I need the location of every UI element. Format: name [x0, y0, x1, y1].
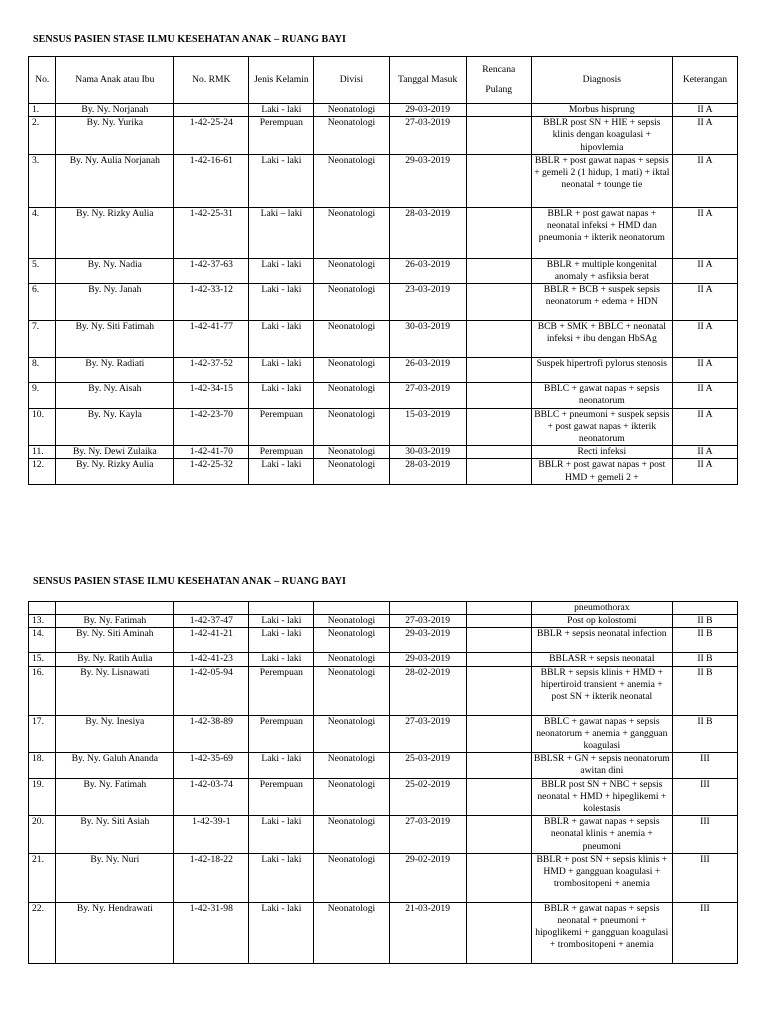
cell-rmk: 1-42-25-24 — [174, 117, 249, 155]
cell-rmk: 1-42-16-61 — [174, 154, 249, 207]
cell-admission-date: 27-03-2019 — [389, 383, 466, 408]
cell-discharge-plan — [466, 358, 531, 383]
cell-division — [314, 602, 389, 615]
cell-discharge-plan — [466, 602, 531, 615]
cell-remarks: III — [672, 753, 737, 778]
cell-division: Neonatologi — [314, 358, 389, 383]
table-row — [29, 666, 738, 715]
cell-diagnosis: Suspek hipertrofi pylorus stenosis — [531, 358, 672, 383]
cell-gender: Laki - laki — [249, 753, 314, 778]
cell-no: 13. — [29, 615, 56, 628]
cell-discharge-plan — [466, 853, 531, 902]
cell-division: Neonatologi — [314, 207, 389, 258]
cell-division: Neonatologi — [314, 715, 389, 753]
table-row — [29, 258, 738, 283]
cell-rmk: 1-42-25-32 — [174, 459, 249, 484]
cell-name: By. Ny. Kayla — [56, 408, 174, 446]
cell-discharge-plan — [466, 383, 531, 408]
cell-diagnosis: BBLR + sepsis klinis + HMD + hipertiroid transient + anemia + post SN + ikterik neonatal — [531, 666, 672, 715]
cell-admission-date: 21-03-2019 — [389, 902, 466, 963]
cell-admission-date: 26-03-2019 — [389, 258, 466, 283]
cell-rmk: 1-42-31-98 — [174, 902, 249, 963]
cell-gender: Perempuan — [249, 408, 314, 446]
table-row — [29, 207, 738, 258]
cell-diagnosis: BBLSR + GN + sepsis neonatorum awitan dini — [531, 753, 672, 778]
cell-no: 4. — [29, 207, 56, 258]
cell-rmk: 1-42-23-70 — [174, 408, 249, 446]
cell-admission-date: 27-03-2019 — [389, 117, 466, 155]
table-row — [29, 154, 738, 207]
cell-gender: Laki - laki — [249, 258, 314, 283]
cell-remarks: II A — [672, 408, 737, 446]
cell-admission-date: 27-03-2019 — [389, 615, 466, 628]
cell-rmk: 1-42-25-31 — [174, 207, 249, 258]
cell-rmk: 1-42-38-89 — [174, 715, 249, 753]
cell-admission-date: 29-03-2019 — [389, 628, 466, 653]
cell-remarks: II B — [672, 715, 737, 753]
cell-division: Neonatologi — [314, 653, 389, 666]
cell-remarks: II A — [672, 258, 737, 283]
cell-no: 22. — [29, 902, 56, 963]
cell-no: 5. — [29, 258, 56, 283]
cell-gender: Laki - laki — [249, 358, 314, 383]
cell-gender: Perempuan — [249, 117, 314, 155]
cell-division: Neonatologi — [314, 459, 389, 484]
cell-admission-date: 29-03-2019 — [389, 653, 466, 666]
cell-name: By. Ny. Hendrawati — [56, 902, 174, 963]
cell-name: By. Ny. Siti Asiah — [56, 816, 174, 854]
cell-diagnosis: BBLR + sepsis neonatal infection — [531, 628, 672, 653]
cell-division: Neonatologi — [314, 154, 389, 207]
cell-division: Neonatologi — [314, 853, 389, 902]
cell-remarks: II A — [672, 104, 737, 117]
cell-remarks: II A — [672, 358, 737, 383]
col-header-gender: Jenis Kelamin — [249, 57, 314, 104]
cell-division: Neonatologi — [314, 615, 389, 628]
census-table-body — [29, 602, 738, 964]
cell-name: By. Ny. Dewi Zulaika — [56, 446, 174, 459]
col-header-rmk: No. RMK — [174, 57, 249, 104]
cell-no: 10. — [29, 408, 56, 446]
cell-diagnosis: BBLR + post gawat napas + sepsis + gemeli 2 (1 hidup, 1 mati) + iktal neonatal + tounge tie — [531, 154, 672, 207]
cell-rmk: 1-42-05-94 — [174, 666, 249, 715]
cell-remarks: II A — [672, 321, 737, 358]
cell-name — [56, 602, 174, 615]
cell-division: Neonatologi — [314, 628, 389, 653]
cell-admission-date: 30-03-2019 — [389, 446, 466, 459]
cell-diagnosis: BBLC + pneumoni + suspek sepsis + post gawat napas + ikterik neonatorum — [531, 408, 672, 446]
cell-no: 3. — [29, 154, 56, 207]
cell-discharge-plan — [466, 715, 531, 753]
cell-discharge-plan — [466, 816, 531, 854]
col-header-no: No. — [29, 57, 56, 104]
cell-admission-date: 28-02-2019 — [389, 666, 466, 715]
cell-rmk: 1-42-35-69 — [174, 753, 249, 778]
cell-no: 6. — [29, 284, 56, 321]
cell-name: By. Ny. Nadia — [56, 258, 174, 283]
cell-diagnosis: BBLR + post gawat napas + post HMD + gemeli 2 + — [531, 459, 672, 484]
cell-rmk: 1-42-41-23 — [174, 653, 249, 666]
cell-admission-date: 28-03-2019 — [389, 207, 466, 258]
cell-admission-date: 29-03-2019 — [389, 154, 466, 207]
cell-diagnosis: Morbus hisprung — [531, 104, 672, 117]
table-row — [29, 715, 738, 753]
cell-name: By. Ny. Nuri — [56, 853, 174, 902]
cell-division: Neonatologi — [314, 666, 389, 715]
cell-division: Neonatologi — [314, 408, 389, 446]
cell-remarks: II B — [672, 666, 737, 715]
cell-gender: Laki - laki — [249, 154, 314, 207]
table-row — [29, 628, 738, 653]
cell-rmk: 1-42-37-63 — [174, 258, 249, 283]
cell-diagnosis: BBLR + multiple kongenital anomaly + asfiksia berat — [531, 258, 672, 283]
cell-no: 19. — [29, 778, 56, 816]
cell-name: By. Ny. Yurika — [56, 117, 174, 155]
cell-rmk: 1-42-41-21 — [174, 628, 249, 653]
cell-gender: Laki - laki — [249, 653, 314, 666]
cell-name: By. Ny. Fatimah — [56, 615, 174, 628]
cell-gender: Laki - laki — [249, 104, 314, 117]
cell-rmk: 1-42-41-70 — [174, 446, 249, 459]
table-row — [29, 853, 738, 902]
cell-name: By. Ny. Ratih Aulia — [56, 653, 174, 666]
cell-admission-date — [389, 602, 466, 615]
col-header-remarks: Keterangan — [672, 57, 737, 104]
cell-gender: Laki - laki — [249, 628, 314, 653]
cell-rmk: 1-42-33-12 — [174, 284, 249, 321]
cell-no: 12. — [29, 459, 56, 484]
table-row — [29, 321, 738, 358]
cell-discharge-plan — [466, 653, 531, 666]
cell-no: 18. — [29, 753, 56, 778]
cell-remarks: II A — [672, 284, 737, 321]
cell-remarks: III — [672, 853, 737, 902]
cell-rmk: 1-42-39-1 — [174, 816, 249, 854]
cell-rmk: 1-42-37-47 — [174, 615, 249, 628]
table-row — [29, 383, 738, 408]
cell-remarks — [672, 602, 737, 615]
cell-discharge-plan — [466, 104, 531, 117]
cell-rmk — [174, 104, 249, 117]
cell-no: 2. — [29, 117, 56, 155]
cell-rmk: 1-42-03-74 — [174, 778, 249, 816]
cell-remarks: II A — [672, 207, 737, 258]
cell-name: By. Ny. Aulia Norjanah — [56, 154, 174, 207]
cell-discharge-plan — [466, 258, 531, 283]
cell-diagnosis: BBLR post SN + NBC + sepsis neonatal + HMD + hipeglikemi + kolestasis — [531, 778, 672, 816]
cell-diagnosis: BBLR + post gawat napas + neonatal infeksi + HMD dan pneumonia + ikterik neonatorum — [531, 207, 672, 258]
cell-division: Neonatologi — [314, 117, 389, 155]
cell-division: Neonatologi — [314, 902, 389, 963]
table-row — [29, 753, 738, 778]
cell-admission-date: 23-03-2019 — [389, 284, 466, 321]
cell-diagnosis: BBLR post SN + HIE + sepsis klinis dengan koagulasi + hipovlemia — [531, 117, 672, 155]
cell-discharge-plan — [466, 753, 531, 778]
cell-division: Neonatologi — [314, 778, 389, 816]
census-table-page-2 — [28, 601, 738, 964]
table-row — [29, 408, 738, 446]
cell-rmk: 1-42-34-15 — [174, 383, 249, 408]
cell-remarks: III — [672, 902, 737, 963]
cell-name: By. Ny. Norjanah — [56, 104, 174, 117]
cell-division: Neonatologi — [314, 816, 389, 854]
table-row — [29, 284, 738, 321]
cell-gender: Laki - laki — [249, 902, 314, 963]
cell-admission-date: 30-03-2019 — [389, 321, 466, 358]
cell-discharge-plan — [466, 154, 531, 207]
cell-name: By. Ny. Siti Aminah — [56, 628, 174, 653]
table-row — [29, 778, 738, 816]
cell-diagnosis: pneumothorax — [531, 602, 672, 615]
cell-remarks: III — [672, 816, 737, 854]
cell-name: By. Ny. Lisnawati — [56, 666, 174, 715]
cell-discharge-plan — [466, 666, 531, 715]
cell-no: 11. — [29, 446, 56, 459]
census-table-body — [29, 104, 738, 485]
cell-division: Neonatologi — [314, 104, 389, 117]
cell-name: By. Ny. Galuh Ananda — [56, 753, 174, 778]
cell-name: By. Ny. Rizky Aulia — [56, 459, 174, 484]
cell-gender: Laki – laki — [249, 207, 314, 258]
cell-no: 21. — [29, 853, 56, 902]
cell-gender: Laki - laki — [249, 853, 314, 902]
cell-gender: Laki - laki — [249, 816, 314, 854]
cell-no: 16. — [29, 666, 56, 715]
cell-no: 9. — [29, 383, 56, 408]
cell-gender: Perempuan — [249, 715, 314, 753]
cell-rmk: 1-42-37-52 — [174, 358, 249, 383]
cell-remarks: II A — [672, 154, 737, 207]
table-row — [29, 446, 738, 459]
cell-diagnosis: BBLR + gawat napas + sepsis neonatal + pneumoni + hipoglikemi + gangguan koagulasi + trombositopeni + anemia — [531, 902, 672, 963]
page-title: SENSUS PASIEN STASE ILMU KESEHATAN ANAK – RUANG BAYI — [33, 34, 347, 45]
cell-admission-date: 26-03-2019 — [389, 358, 466, 383]
cell-gender: Perempuan — [249, 778, 314, 816]
cell-diagnosis: BCB + SMK + BBLC + neonatal infeksi + ibu dengan HbSAg — [531, 321, 672, 358]
cell-diagnosis: BBLR + BCB + suspek sepsis neonatorum + edema + HDN — [531, 284, 672, 321]
cell-remarks: II A — [672, 117, 737, 155]
table-row — [29, 602, 738, 615]
col-header-discharge-plan: Rencana Pulang — [466, 57, 531, 104]
table-row — [29, 459, 738, 484]
table-row — [29, 816, 738, 854]
cell-name: By. Ny. Rizky Aulia — [56, 207, 174, 258]
table-row — [29, 615, 738, 628]
cell-admission-date: 27-03-2019 — [389, 816, 466, 854]
cell-gender: Perempuan — [249, 446, 314, 459]
cell-discharge-plan — [466, 778, 531, 816]
cell-discharge-plan — [466, 117, 531, 155]
cell-name: By. Ny. Fatimah — [56, 778, 174, 816]
cell-discharge-plan — [466, 628, 531, 653]
col-header-diagnosis: Diagnosis — [531, 57, 672, 104]
cell-no: 1. — [29, 104, 56, 117]
cell-division: Neonatologi — [314, 321, 389, 358]
cell-admission-date: 28-03-2019 — [389, 459, 466, 484]
cell-gender: Laki - laki — [249, 615, 314, 628]
cell-division: Neonatologi — [314, 284, 389, 321]
cell-remarks: II B — [672, 628, 737, 653]
cell-rmk: 1-42-18-22 — [174, 853, 249, 902]
cell-no: 8. — [29, 358, 56, 383]
cell-division: Neonatologi — [314, 383, 389, 408]
cell-diagnosis: BBLASR + sepsis neonatal — [531, 653, 672, 666]
col-header-admission-date: Tanggal Masuk — [389, 57, 466, 104]
cell-name: By. Ny. Siti Fatimah — [56, 321, 174, 358]
cell-remarks: III — [672, 778, 737, 816]
cell-name: By. Ny. Janah — [56, 284, 174, 321]
cell-rmk — [174, 602, 249, 615]
col-header-division: Divisi — [314, 57, 389, 104]
cell-diagnosis: BBLR + gawat napas + sepsis neonatal klinis + anemia + pneumoni — [531, 816, 672, 854]
cell-no — [29, 602, 56, 615]
cell-division: Neonatologi — [314, 446, 389, 459]
cell-diagnosis: BBLC + gawat napas + sepsis neonatorum + anemia + gangguan koagulasi — [531, 715, 672, 753]
cell-discharge-plan — [466, 408, 531, 446]
cell-remarks: II B — [672, 615, 737, 628]
cell-admission-date: 29-02-2019 — [389, 853, 466, 902]
cell-remarks: II A — [672, 446, 737, 459]
cell-no: 15. — [29, 653, 56, 666]
table-row — [29, 358, 738, 383]
cell-discharge-plan — [466, 615, 531, 628]
cell-admission-date: 29-03-2019 — [389, 104, 466, 117]
cell-admission-date: 15-03-2019 — [389, 408, 466, 446]
cell-remarks: II A — [672, 459, 737, 484]
cell-admission-date: 27-03-2019 — [389, 715, 466, 753]
cell-remarks: II B — [672, 653, 737, 666]
cell-division: Neonatologi — [314, 258, 389, 283]
cell-no: 20. — [29, 816, 56, 854]
cell-rmk: 1-42-41-77 — [174, 321, 249, 358]
cell-name: By. Ny. Inesiya — [56, 715, 174, 753]
table-row — [29, 902, 738, 963]
cell-discharge-plan — [466, 446, 531, 459]
cell-discharge-plan — [466, 284, 531, 321]
cell-no: 17. — [29, 715, 56, 753]
cell-diagnosis: Post op kolostomi — [531, 615, 672, 628]
cell-gender — [249, 602, 314, 615]
census-table-page-1 — [28, 56, 738, 485]
table-row — [29, 104, 738, 117]
cell-division: Neonatologi — [314, 753, 389, 778]
table-row — [29, 117, 738, 155]
cell-gender: Laki - laki — [249, 383, 314, 408]
cell-gender: Laki - laki — [249, 284, 314, 321]
cell-gender: Laki - laki — [249, 459, 314, 484]
cell-gender: Laki - laki — [249, 321, 314, 358]
cell-discharge-plan — [466, 321, 531, 358]
cell-admission-date: 25-02-2019 — [389, 778, 466, 816]
cell-gender: Perempuan — [249, 666, 314, 715]
cell-name: By. Ny. Aisah — [56, 383, 174, 408]
cell-diagnosis: BBLC + gawat napas + sepsis neonatorum — [531, 383, 672, 408]
page-title: SENSUS PASIEN STASE ILMU KESEHATAN ANAK – RUANG BAYI — [33, 576, 347, 587]
cell-diagnosis: Recti infeksi — [531, 446, 672, 459]
table-row — [29, 653, 738, 666]
col-header-name: Nama Anak atau Ibu — [56, 57, 174, 104]
cell-diagnosis: BBLR + post SN + sepsis klinis + HMD + gangguan koagulasi + trombositopeni + anemia — [531, 853, 672, 902]
cell-discharge-plan — [466, 459, 531, 484]
cell-remarks: II A — [672, 383, 737, 408]
cell-discharge-plan — [466, 902, 531, 963]
cell-no: 7. — [29, 321, 56, 358]
cell-admission-date: 25-03-2019 — [389, 753, 466, 778]
cell-discharge-plan — [466, 207, 531, 258]
cell-no: 14. — [29, 628, 56, 653]
cell-name: By. Ny. Radiati — [56, 358, 174, 383]
